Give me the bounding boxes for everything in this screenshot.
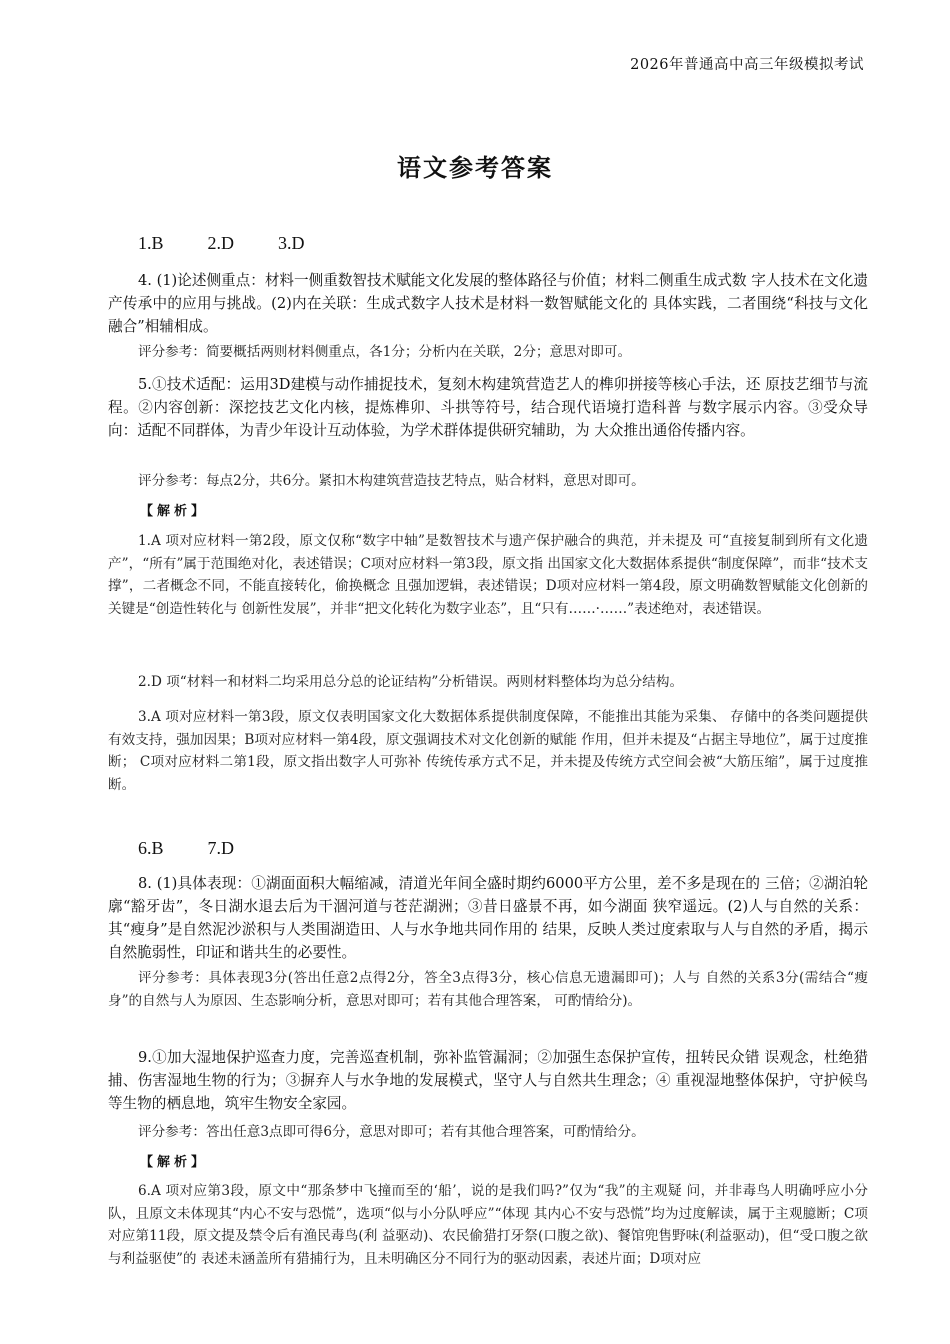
analysis-q3: 3.A 项对应材料一第3段，原文仅表明国家文化大数据体系提供制度保障，不能推出其能为采集、 存储中的各类问题提供有效支持，强加因果；B项对应材料一第4段，原文强调技术对文化创新的赋能 作用，但并未提及“占据主导地位”，属于过度推断； C项对应材料二第1段，原文指出数字人可弥补 传统传承方式不足，并未提及传统方式空间会被“大筋压缩”，属于过度推断。 — [108, 709, 868, 793]
choice-answer: 6.B — [138, 838, 164, 858]
exam-header: 2026年普通高中高三年级模拟考试 — [630, 57, 864, 73]
choice-answers-group-2 — [138, 838, 278, 859]
scoring-note-q5: 评分参考：每点2分，共6分。紧扣木构建筑营造技艺特点，贴合材料，意思对即可。 — [138, 473, 645, 489]
analysis-label: 【解析】 — [140, 1155, 209, 1170]
scoring-note-q9: 评分参考：答出任意3点即可得6分，意思对即可；若有其他合理答案，可酌情给分。 — [138, 1124, 645, 1140]
answer-q8: 8. (1)具体表现：①湖面面积大幅缩减，清道光年间全盛时期约6000平方公里，差不多是现在的 三倍；②湖泊轮廓“豁牙齿”，冬日湖水退去后为干涸河道与苍茫湖洲；③昔日盛景不再，如今湖面 狭窄遥远。(2)人与自然的关系：其“瘦身”是自然泥沙淤积与人类围湖造田、人与水争地共同作用的 结果，反映人类过度索取与人与自然的矛盾，揭示自然脆弱性，印证和谐共生的必要性。 — [108, 875, 868, 961]
answer-q9: 9.①加大湿地保护巡查力度，完善巡查机制，弥补监管漏洞；②加强生态保护宣传，扭转民众错 误观念，杜绝猎捕、伤害湿地生物的行为；③摒弃人与水争地的发展模式，坚守人与自然共生理念；④ 重视湿地整体保护，守护候鸟等生物的栖息地，筑牢生物安全家园。 — [108, 1049, 868, 1112]
analysis-q1: 1.A 项对应材料一第2段，原文仅称“数字中轴”是数智技术与遗产保护融合的典范，并未提及 可“直接复制到所有文化遗产”，“所有”属于范围绝对化，表述错误；C项对应材料一第3段，原文指 出国家文化大数据体系提供“制度保障”，而非“技术支撑”，二者概念不同，不能直接转化，偷换概念 且强加逻辑，表述错误；D项对应材料一第4段，原文明确数智赋能文化创新的关键是“创造性转化与 创新性发展”，并非“把文化转化为数字业态”，且“只有……·……”表述绝对，表述错误。 — [108, 533, 868, 617]
analysis-label: 【解析】 — [140, 504, 209, 519]
analysis-q6: 6.A 项对应第3段，原文中“那条梦中飞撞而至的‘船’，说的是我们吗?”仅为“我”的主观疑 问，并非毒鸟人明确呼应小分队，且原文未体现其“内心不安与恐慌”，选项“似与小分队呼应”“体现 其内心不安与恐慌”均为过度解读，属于主观臆断；C项对应第11段，原文提及禁令后有渔民毒鸟(利 益驱动)、农民偷猎打牙祭(口腹之欲)、餐馆兜售野味(利益驱动)，但“受口腹之欲与利益驱使”的 表述未涵盖所有猎捕行为，且未明确区分不同行为的驱动因素，表述片面；D项对应 — [108, 1183, 868, 1267]
choice-answer: 2.D — [207, 233, 235, 253]
page-title: 语文参考答案 — [397, 153, 553, 182]
choice-answer: 1.B — [138, 233, 164, 253]
scoring-note-q4: 评分参考：简要概括两则材料侧重点，各1分；分析内在关联，2分；意思对即可。 — [138, 344, 632, 360]
analysis-q2: 2.D 项“材料一和材料二均采用总分总的论证结构”分析错误。两则材料整体均为总分结构。 — [138, 674, 684, 690]
answer-q4: 4. (1)论述侧重点：材料一侧重数智技术赋能文化发展的整体路径与价值；材料二侧重生成式数 字人技术在文化遗产传承中的应用与挑战。(2)内在关联：生成式数字人技术是材料一数智赋能文化的 具体实践，二者围绕“科技与文化融合”相辅相成。 — [108, 272, 868, 335]
answer-q5: 5.①技术适配：运用3D建模与动作捕捉技术，复刻木构建筑营造艺人的榫卯拼接等核心手法，还 原技艺细节与流程。②内容创新：深挖技艺文化内核，提炼榫卯、斗拱等符号，结合现代语境打造科普 与数字展示内容。③受众导向：适配不同群体，为青少年设计互动体验，为学术群体提供研究辅助，为 大众推出通俗传播内容。 — [108, 376, 868, 439]
scoring-note-q8: 评分参考：具体表现3分(答出任意2点得2分，答全3点得3分，核心信息无遗漏即可)；人与 自然的关系3分(需结合“瘦身”的自然与人为原因、生态影响分析，意思对即可；若有其他合理答案， 可酌情给分)。 — [108, 970, 868, 1009]
choice-answer: 7.D — [207, 838, 235, 858]
choice-answers-group-1 — [138, 233, 349, 254]
choice-answer: 3.D — [278, 233, 305, 253]
